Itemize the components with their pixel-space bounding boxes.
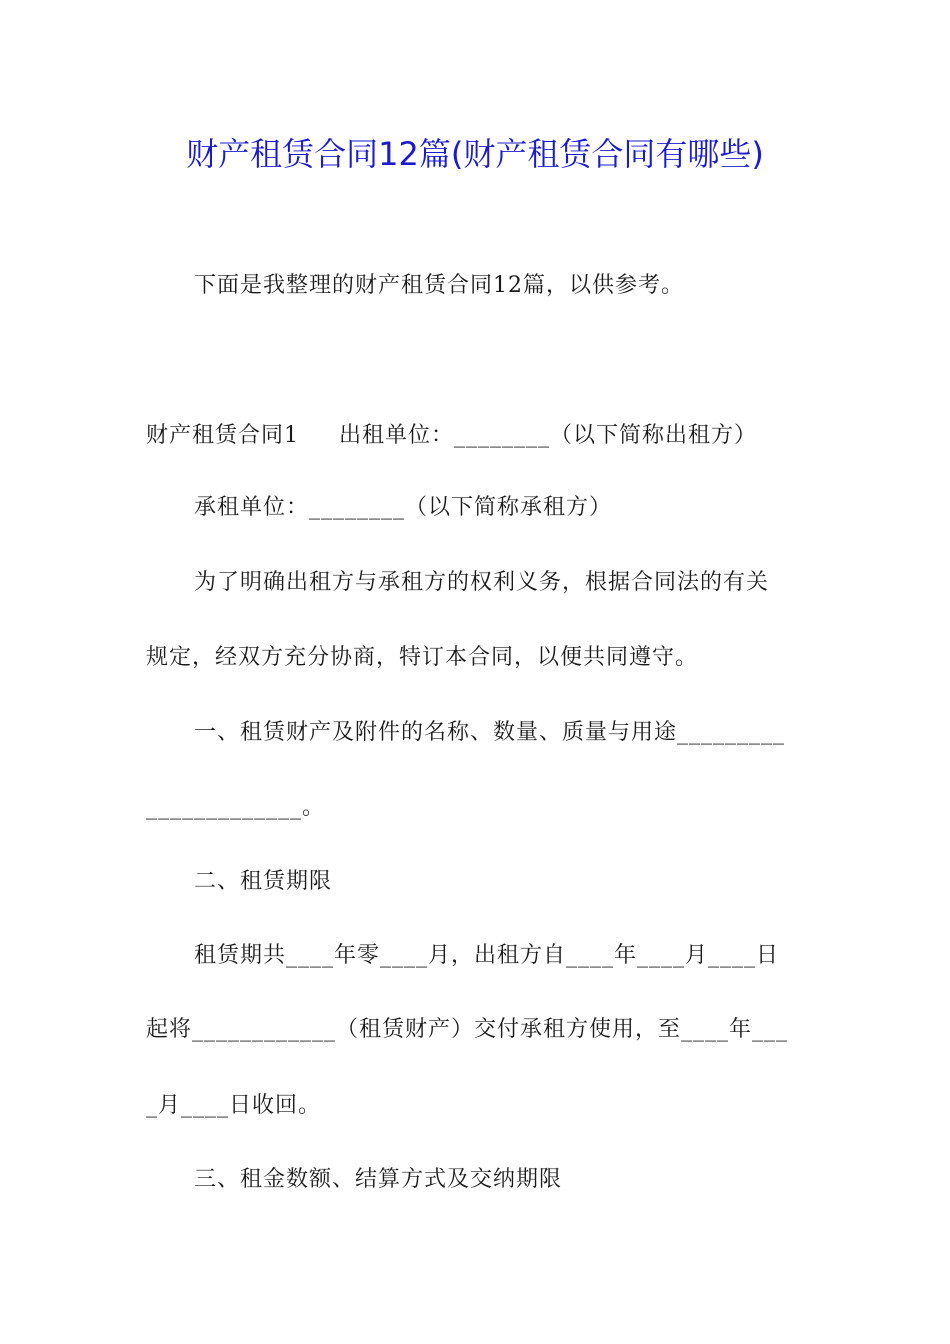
- section-label: 财产租赁合同1: [146, 423, 299, 448]
- purpose-paragraph-line-2: 规定，经双方充分协商，特订本合同，以便共同遵守。: [146, 645, 699, 670]
- purpose-paragraph-line-1: 为了明确出租方与承租方的权利义务，根据合同法的有关: [194, 570, 770, 595]
- clause-2-line-2: 起将____________（租赁财产）交付承租方使用，至____年___: [146, 1017, 789, 1042]
- clause-1-line-2: _____________。: [146, 795, 326, 820]
- clause-1-line-1: 一、租赁财产及附件的名称、数量、质量与用途_________: [194, 720, 786, 745]
- document-title: 财产租赁合同12篇(财产租赁合同有哪些): [186, 135, 764, 173]
- clause-2-line-3: _月____日收回。: [146, 1093, 322, 1118]
- lessor-line: 出租单位：________（以下简称出租方）: [339, 423, 758, 448]
- intro-paragraph: 下面是我整理的财产租赁合同12篇，以供参考。: [194, 273, 684, 298]
- clause-3-heading: 三、租金数额、结算方式及交纳期限: [194, 1167, 563, 1192]
- section-heading-line: [146, 420, 811, 452]
- lessee-line: 承租单位：________（以下简称承租方）: [194, 495, 613, 520]
- clause-2-line-1: 租赁期共____年零____月，出租方自____年____月____日: [194, 943, 780, 968]
- clause-2-heading: 二、租赁期限: [194, 869, 333, 894]
